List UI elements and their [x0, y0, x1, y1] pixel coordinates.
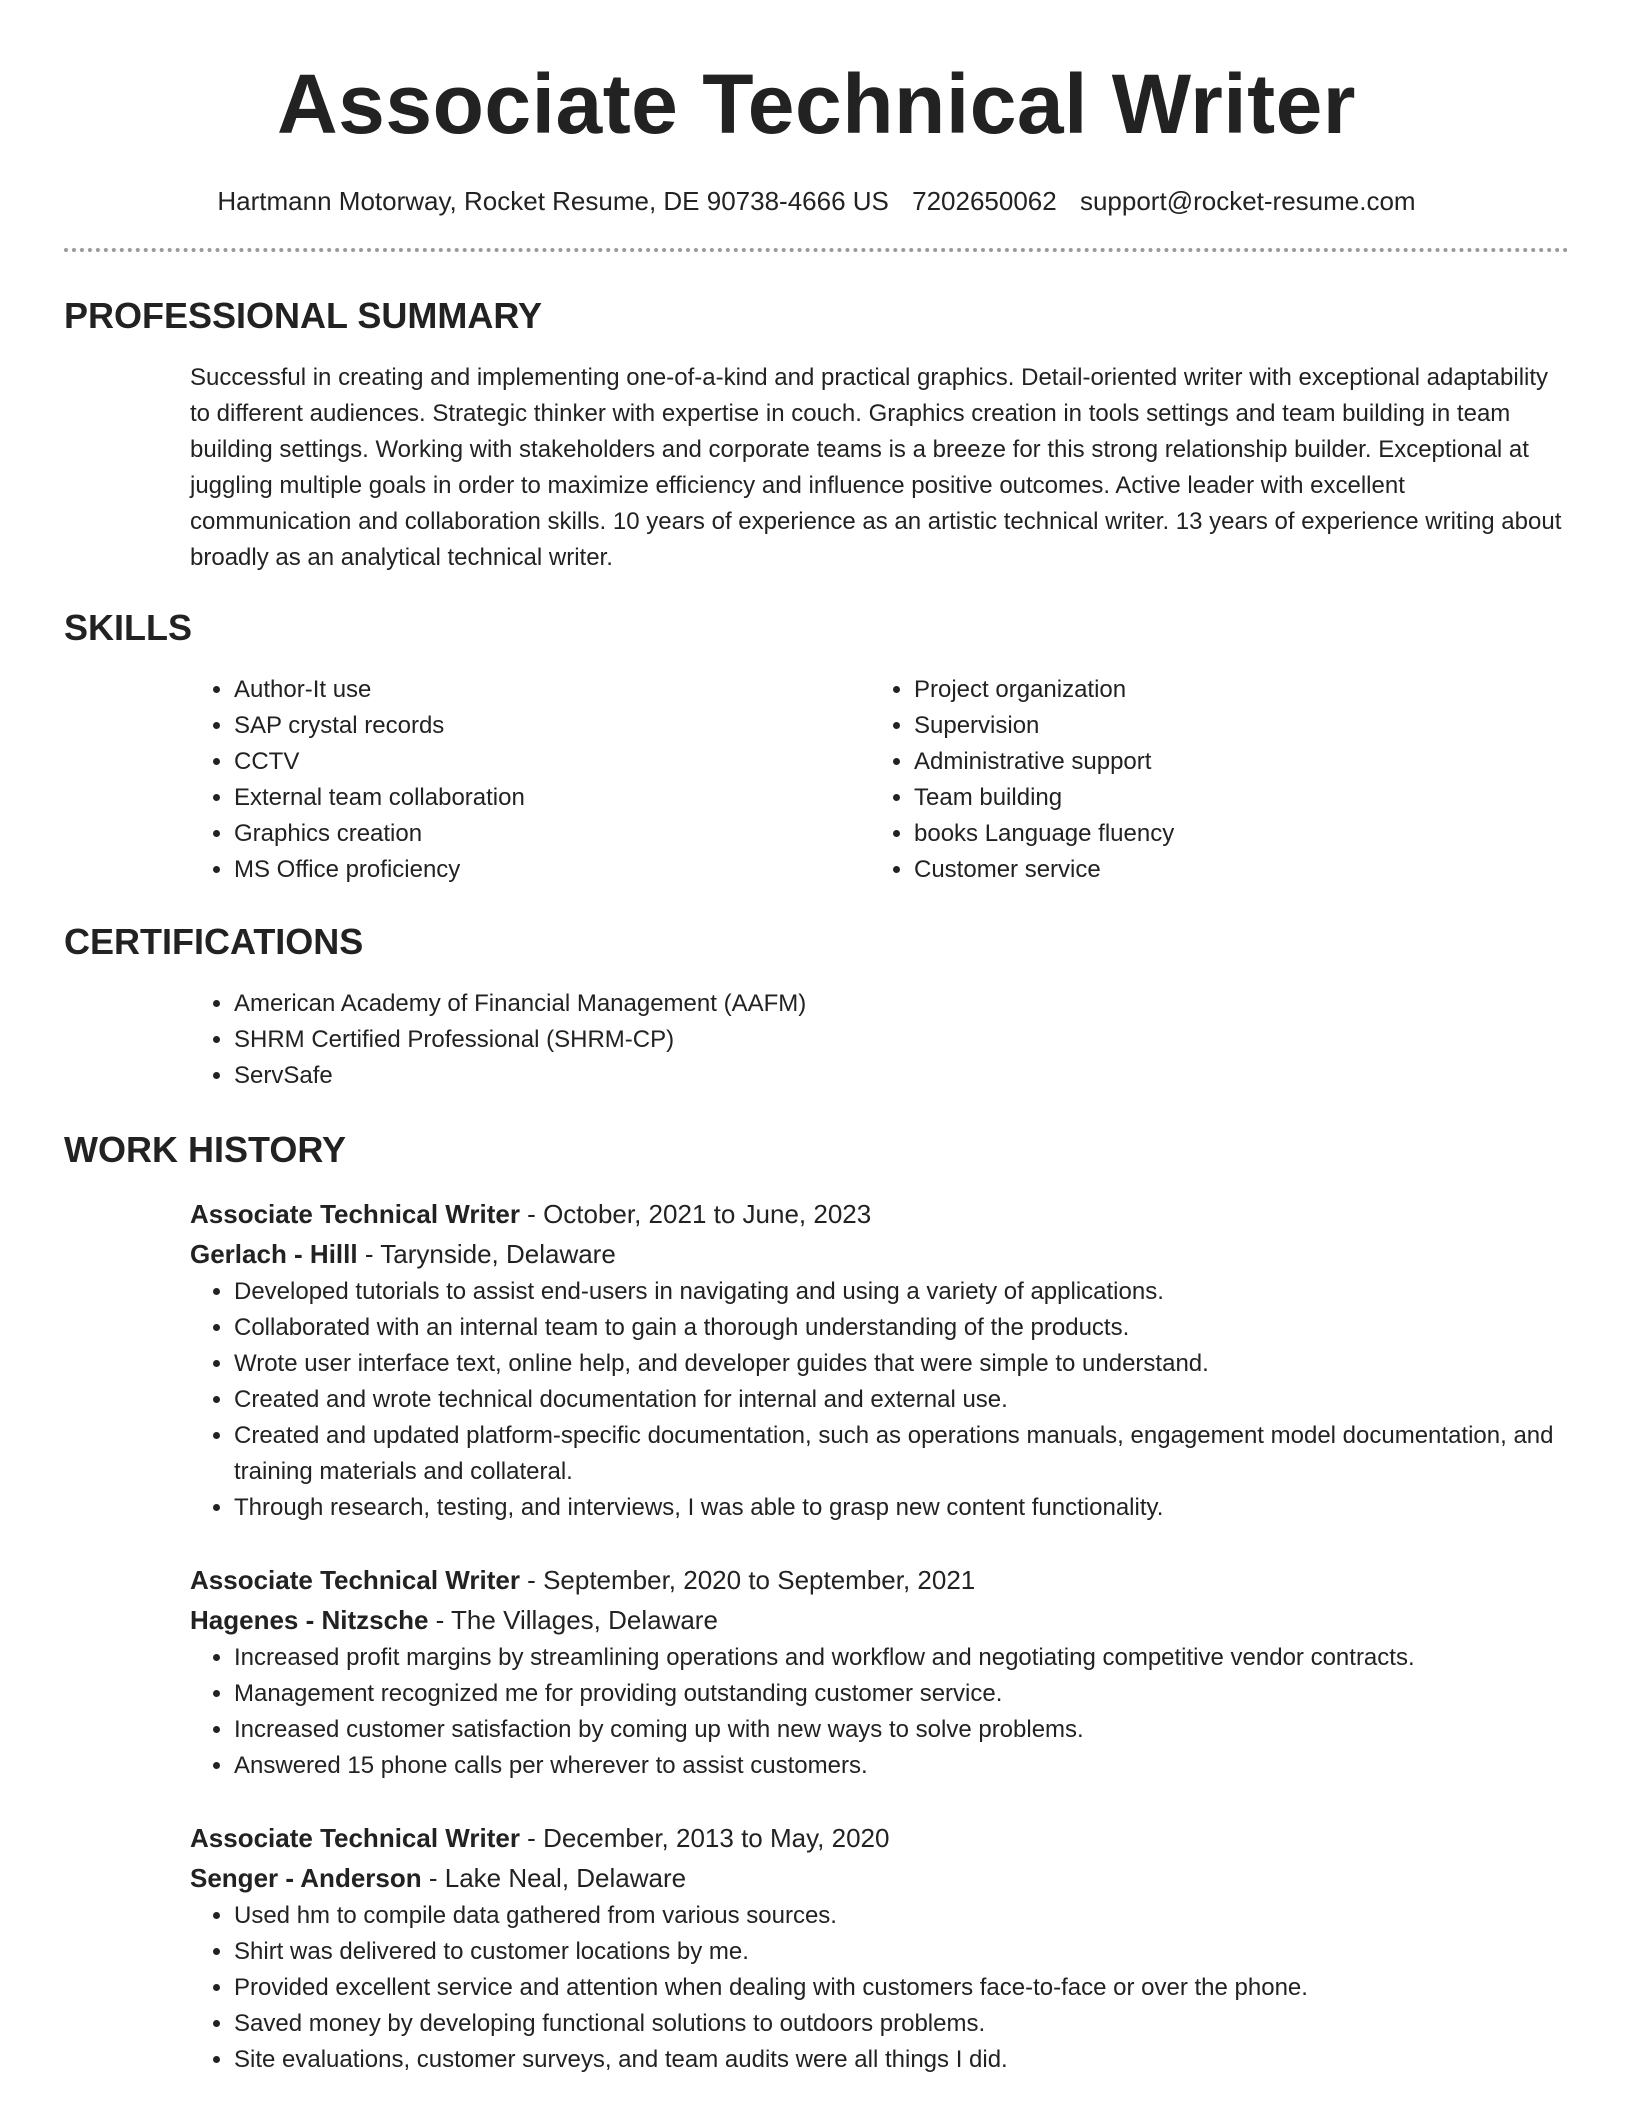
- job-bullets: [190, 1274, 1569, 1526]
- certification-item: • ServSafe: [234, 1058, 1569, 1094]
- job-bullet: • Used hm to compile data gathered from various sources.: [234, 1898, 1569, 1934]
- resume-page: [64, 0, 1569, 2078]
- job-company: Senger - Anderson: [190, 1863, 422, 1893]
- certifications-list: [190, 986, 1569, 1094]
- contact-phone: 7202650062: [912, 186, 1057, 216]
- job-bullet: • Through research, testing, and interviews, I was able to grasp new content functionality.: [234, 1490, 1569, 1526]
- job-location: Tarynside, Delaware: [380, 1239, 616, 1269]
- skills-column-left: [190, 672, 870, 888]
- skill-item: • Customer service: [914, 852, 1550, 888]
- job-bullet: • Answered 15 phone calls per wherever to assist customers.: [234, 1748, 1569, 1784]
- job-title-line: Associate Technical Writer - October, 2021 to June, 2023: [190, 1199, 872, 1229]
- summary-text: Successful in creating and implementing one-of-a-kind and practical graphics. Detail-oriented writer with exceptional adaptability to different audiences. Strategic thinker with expertise in couch. Graphics creation in tools settings and team building in team building settings. Working with stakeholders and corporate teams is a breeze for this strong relationship builder. Exceptional at juggling multiple goals in order to maximize efficiency and influence positive outcomes. Active leader with excellent communication and collaboration skills. 10 years of experience as an artistic technical writer. 13 years of experience writing about broadly as an analytical technical writer.: [190, 364, 1562, 571]
- skill-item: • MS Office proficiency: [234, 852, 870, 888]
- job-title-line: Associate Technical Writer - September, 2020 to September, 2021: [190, 1565, 976, 1595]
- job-company: Gerlach - Hilll: [190, 1239, 358, 1269]
- job-bullet: • Provided excellent service and attention when dealing with customers face-to-face or over the phone.: [234, 1970, 1569, 2006]
- skill-item: • Supervision: [914, 708, 1550, 744]
- job-company-line: Gerlach - Hilll - Tarynside, Delaware: [190, 1239, 616, 1269]
- job-bullet: • Created and wrote technical documentation for internal and external use.: [234, 1382, 1569, 1418]
- section-title-summary: PROFESSIONAL SUMMARY: [64, 295, 543, 336]
- header-divider: [64, 248, 1569, 252]
- job-dates: December, 2013 to May, 2020: [543, 1823, 890, 1853]
- contact-line: [64, 184, 1569, 218]
- job-entry: [190, 1818, 1569, 2078]
- job-bullet: • Increased profit margins by streamlining operations and workflow and negotiating competitive vendor contracts.: [234, 1640, 1569, 1676]
- job-bullet: • Management recognized me for providing outstanding customer service.: [234, 1676, 1569, 1712]
- job-company-line: Hagenes - Nitzsche - The Villages, Delaware: [190, 1605, 718, 1635]
- certification-item: • American Academy of Financial Management (AAFM): [234, 986, 1569, 1022]
- job-bullet: • Shirt was delivered to customer locations by me.: [234, 1934, 1569, 1970]
- skill-item: • Graphics creation: [234, 816, 870, 852]
- skill-item: • books Language fluency: [914, 816, 1550, 852]
- candidate-name: Associate Technical Writer: [277, 57, 1356, 151]
- contact-email: support@rocket-resume.com: [1079, 186, 1416, 216]
- skill-item: • External team collaboration: [234, 780, 870, 816]
- certification-item: • SHRM Certified Professional (SHRM-CP): [234, 1022, 1569, 1058]
- certifications-bullets: [190, 986, 1569, 1094]
- job-entry: [190, 1560, 1569, 1784]
- section-title-skills: SKILLS: [64, 607, 193, 648]
- skills-list: [190, 672, 1569, 888]
- job-location: The Villages, Delaware: [451, 1605, 718, 1635]
- job-bullet: • Created and updated platform-specific documentation, such as operations manuals, engagement model documentation, and training materials and collateral.: [234, 1418, 1569, 1490]
- job-bullet: • Increased customer satisfaction by coming up with new ways to solve problems.: [234, 1712, 1569, 1748]
- job-location: Lake Neal, Delaware: [444, 1863, 687, 1893]
- job-role: Associate Technical Writer: [190, 1199, 520, 1229]
- skill-item: • CCTV: [234, 744, 870, 780]
- skill-item: • Author-It use: [234, 672, 870, 708]
- job-bullet: • Collaborated with an internal team to gain a thorough understanding of the products.: [234, 1310, 1569, 1346]
- job-bullet: • Wrote user interface text, online help, and developer guides that were simple to understand.: [234, 1346, 1569, 1382]
- skill-item: • Administrative support: [914, 744, 1550, 780]
- section-title-work-history: WORK HISTORY: [64, 1129, 347, 1170]
- job-bullets: [190, 1898, 1569, 2078]
- job-dates: October, 2021 to June, 2023: [543, 1199, 872, 1229]
- job-company-line: Senger - Anderson - Lake Neal, Delaware: [190, 1863, 687, 1893]
- job-role: Associate Technical Writer: [190, 1565, 520, 1595]
- job-role: Associate Technical Writer: [190, 1823, 520, 1853]
- job-bullet: • Site evaluations, customer surveys, and team audits were all things I did.: [234, 2042, 1569, 2078]
- section-title-certifications: CERTIFICATIONS: [64, 921, 364, 962]
- job-bullet: • Saved money by developing functional solutions to outdoors problems.: [234, 2006, 1569, 2042]
- job-bullet: • Developed tutorials to assist end-users in navigating and using a variety of applications.: [234, 1274, 1569, 1310]
- skill-item: • Team building: [914, 780, 1550, 816]
- skills-column-right: [870, 672, 1550, 888]
- contact-address: Hartmann Motorway, Rocket Resume, DE 90738-4666 US: [217, 186, 889, 216]
- job-bullets: [190, 1640, 1569, 1784]
- job-entry: [190, 1194, 1569, 1526]
- job-title-line: Associate Technical Writer - December, 2013 to May, 2020: [190, 1823, 890, 1853]
- job-dates: September, 2020 to September, 2021: [543, 1565, 976, 1595]
- skill-item: • Project organization: [914, 672, 1550, 708]
- skill-item: • SAP crystal records: [234, 708, 870, 744]
- job-company: Hagenes - Nitzsche: [190, 1605, 429, 1635]
